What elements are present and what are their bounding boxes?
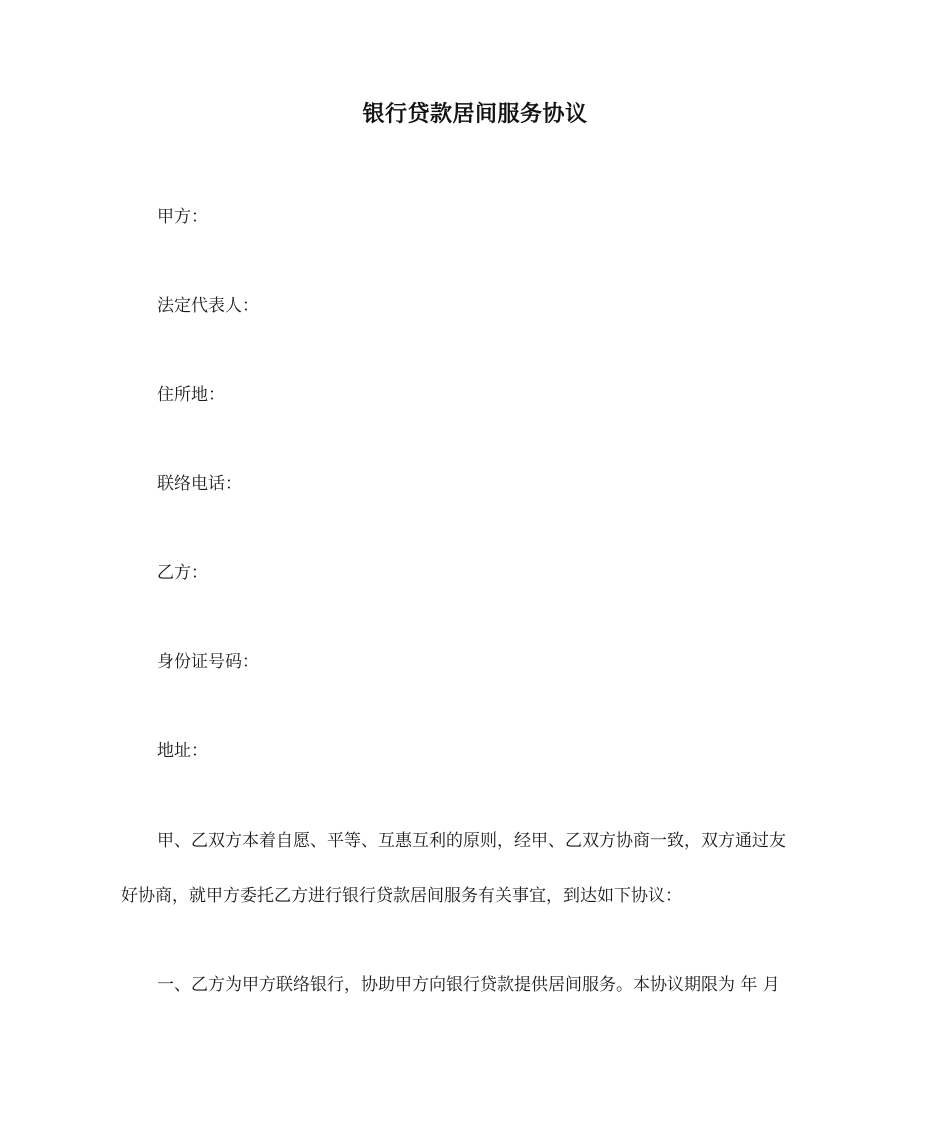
field-contact-phone: 联络电话： — [157, 474, 242, 494]
preamble-line-1: 甲、乙双方本着自愿、平等、互惠互利的原则，经甲、乙双方协商一致，双方通过友 — [157, 831, 786, 851]
field-domicile: 住所地： — [157, 385, 225, 405]
document-title: 银行贷款居间服务协议 — [362, 102, 588, 127]
field-legal-representative: 法定代表人： — [157, 296, 259, 316]
field-address: 地址： — [157, 741, 208, 761]
clause-1-line-1: 一、乙方为甲方联络银行，协助甲方向银行贷款提供居间服务。本协议期限为 年 月 — [157, 975, 780, 995]
preamble-line-2: 好协商，就甲方委托乙方进行银行贷款居间服务有关事宜，到达如下协议： — [121, 886, 682, 906]
field-party-b: 乙方： — [157, 563, 208, 583]
field-id-number: 身份证号码： — [157, 652, 259, 672]
field-party-a: 甲方： — [157, 207, 208, 227]
